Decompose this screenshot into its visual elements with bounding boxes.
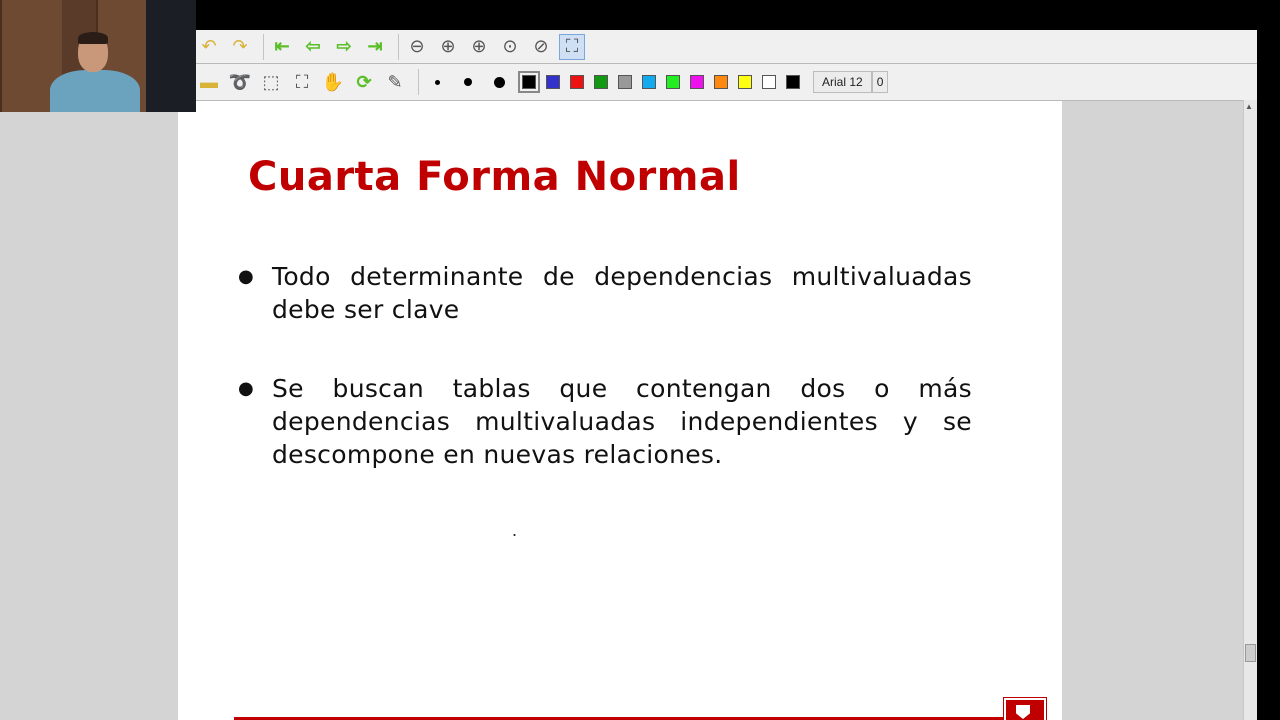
zoom-in-button[interactable] bbox=[466, 34, 492, 60]
font-selector[interactable]: Arial 12 bbox=[813, 71, 872, 93]
first-page-button[interactable] bbox=[269, 34, 295, 60]
pen-size-dot-icon bbox=[494, 77, 505, 88]
bullet-item: ● Todo determinante de dependencias multivaluadas debe ser clave bbox=[238, 260, 972, 326]
slide-title: Cuarta Forma Normal bbox=[248, 154, 741, 200]
color-swatch[interactable] bbox=[546, 75, 560, 89]
lasso-tool[interactable] bbox=[227, 69, 253, 95]
hand-tool[interactable] bbox=[320, 69, 346, 95]
color-swatch[interactable] bbox=[714, 75, 728, 89]
bullet-item: ● Se buscan tablas que contengan dos o más dependencias multivaluadas independientes y se descompone en nuevas relaciones. bbox=[238, 372, 972, 471]
lasso-icon: ➰ bbox=[228, 71, 252, 92]
scroll-thumb[interactable] bbox=[1245, 644, 1256, 662]
refresh-tool[interactable] bbox=[351, 69, 377, 95]
webcam-overlay bbox=[0, 0, 196, 112]
arrow-left-icon: ⇦ bbox=[305, 36, 321, 56]
vertical-scrollbar[interactable] bbox=[1243, 100, 1257, 720]
zoom-out-icon: ⊖ bbox=[409, 36, 425, 56]
color-swatch[interactable] bbox=[738, 75, 752, 89]
zoom-disabled-button[interactable] bbox=[528, 34, 554, 60]
color-swatch[interactable] bbox=[762, 75, 776, 89]
color-swatch[interactable] bbox=[666, 75, 680, 89]
navigation-toolbar bbox=[196, 30, 1257, 64]
next-page-button[interactable] bbox=[331, 34, 357, 60]
presenter-image bbox=[50, 30, 140, 112]
fullscreen-icon: ⛶ bbox=[565, 36, 579, 56]
toolbar-separator bbox=[398, 34, 399, 60]
zoom-in-icon: ⊕ bbox=[471, 36, 487, 56]
zoom-fit-icon: ⊕ bbox=[440, 36, 456, 56]
pen-size-dot-icon bbox=[435, 80, 440, 85]
first-page-icon: ⇤ bbox=[274, 36, 290, 56]
pen-tool[interactable] bbox=[382, 69, 408, 95]
bullet-list bbox=[238, 260, 972, 517]
last-page-button[interactable] bbox=[362, 34, 388, 60]
scroll-up-arrow-icon[interactable]: ▲ bbox=[1245, 102, 1253, 111]
fullscreen-button[interactable] bbox=[559, 34, 585, 60]
zoom-icon: ⊘ bbox=[533, 36, 549, 56]
color-swatch[interactable] bbox=[594, 75, 608, 89]
undo-icon: ↶ bbox=[201, 36, 217, 56]
rect-select-tool[interactable] bbox=[258, 69, 284, 95]
redo-button[interactable] bbox=[227, 34, 253, 60]
color-swatch[interactable] bbox=[522, 75, 536, 89]
cam-background bbox=[146, 0, 196, 112]
zoom-actual-icon: ⊙ bbox=[502, 36, 518, 56]
color-swatch[interactable] bbox=[690, 75, 704, 89]
pen-size-medium-button[interactable] bbox=[455, 69, 481, 95]
toolbar-separator bbox=[418, 69, 419, 95]
arrow-right-icon: ⇨ bbox=[336, 36, 352, 56]
count-field[interactable]: 0 bbox=[872, 71, 889, 93]
highlighter-icon: ▬ bbox=[200, 71, 218, 92]
hand-icon: ✋ bbox=[321, 71, 345, 92]
previous-page-button[interactable] bbox=[300, 34, 326, 60]
zoom-fit-button[interactable] bbox=[435, 34, 461, 60]
last-page-icon: ⇥ bbox=[367, 36, 383, 56]
color-swatch[interactable] bbox=[618, 75, 632, 89]
crop-tool[interactable] bbox=[289, 69, 315, 95]
color-swatch[interactable] bbox=[570, 75, 584, 89]
toolbar-separator bbox=[263, 34, 264, 60]
refresh-icon: ⟳ bbox=[356, 71, 372, 92]
color-swatch[interactable] bbox=[642, 75, 656, 89]
selection-rect-icon: ⬚ bbox=[262, 71, 280, 92]
pen-icon: ✎ bbox=[387, 71, 403, 92]
zoom-actual-button[interactable] bbox=[497, 34, 523, 60]
annotation-dot: . bbox=[512, 520, 518, 540]
undo-button[interactable] bbox=[196, 34, 222, 60]
pen-size-large-button[interactable] bbox=[486, 69, 512, 95]
pen-size-small-button[interactable] bbox=[424, 69, 450, 95]
university-logo-icon bbox=[1004, 698, 1046, 720]
crop-icon: ⛶ bbox=[295, 71, 309, 92]
highlighter-tool[interactable] bbox=[196, 69, 222, 95]
redo-icon: ↷ bbox=[232, 36, 248, 56]
color-swatch[interactable] bbox=[786, 75, 800, 89]
drawing-toolbar bbox=[196, 64, 1257, 101]
pen-size-dot-icon bbox=[464, 78, 472, 86]
slide-canvas[interactable] bbox=[178, 100, 1062, 720]
zoom-out-button[interactable] bbox=[404, 34, 430, 60]
